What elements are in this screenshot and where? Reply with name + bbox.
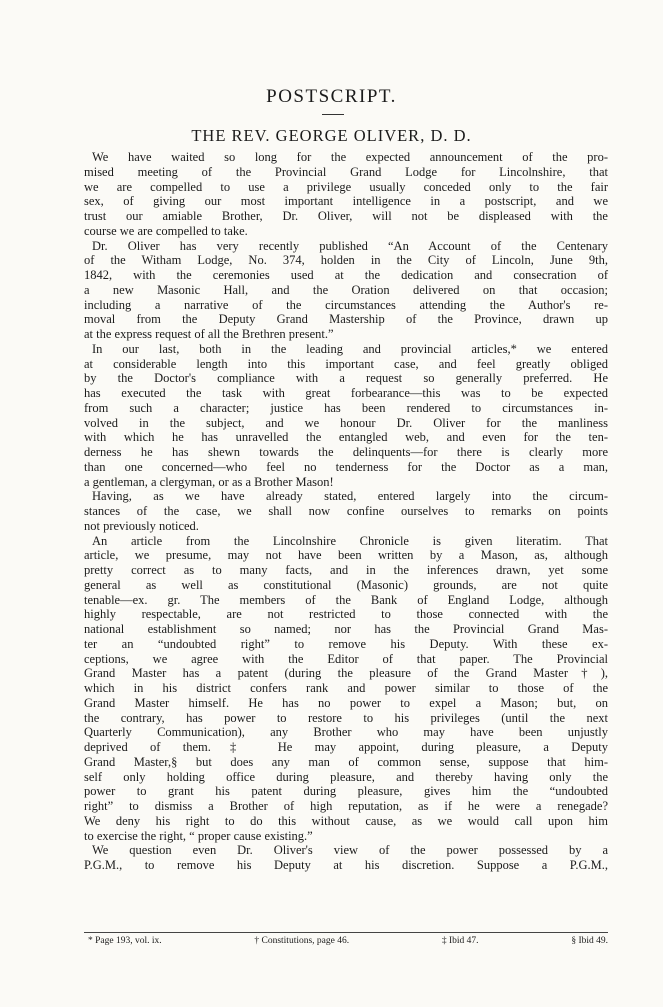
text-line: course we are compelled to take. [84, 223, 248, 238]
footnotes [88, 936, 608, 946]
text-line: of the Witham Lodge, No. 374, holden in the City of Lincoln, June 9th, [84, 253, 608, 268]
footnote: ‡ Ibid 47. [441, 936, 479, 946]
footnote: * Page 193, vol. ix. [88, 936, 162, 946]
heading-divider [322, 114, 344, 115]
text-line: Grand Master himself. He has no power to expel a Mason; but, on [84, 695, 608, 710]
footnote: § Ibid 49. [571, 936, 608, 946]
text-line: We have waited so long for the expected announcement of the pro- [92, 150, 608, 164]
text-line: volved in the subject, and we honour Dr. Oliver for the manliness [84, 415, 608, 430]
text-line: P.G.M., to remove his Deputy at his discretion. Suppose a P.G.M., [84, 858, 608, 872]
text-line: Dr. Oliver has very recently published “An Account of the Centenary [92, 238, 608, 253]
text-line: We question even Dr. Oliver's view of the power possessed by a [92, 843, 608, 858]
text-line: pretty correct as to many facts, and in the inferences drawn, yet some [84, 563, 608, 577]
text-line: trust our amiable Brother, Dr. Oliver, will not be displeased with the [84, 209, 608, 223]
text-line: power to grant his patent during pleasure, gives him the “undoubted [84, 784, 608, 799]
text-line: self only holding office during pleasure, and thereby having only the [84, 769, 608, 784]
text-line: a gentleman, a clergyman, or as a Brother Mason! [84, 474, 334, 489]
text-line: stances of the case, we shall now confine ourselves to remarks on points [84, 504, 608, 518]
text-line: which in his district confers rank and power similar to those of the [84, 681, 608, 695]
footnote: † Constitutions, page 46. [254, 936, 350, 946]
text-line: not previously noticed. [84, 518, 199, 533]
text-line: 1842, with the ceremonies used at the dedication and consecration of [84, 268, 608, 282]
text-line: article, we presume, may not have been written by a Mason, as, although [84, 548, 608, 563]
text-line: Quarterly Communication), any Brother who may have been unjustly [84, 725, 608, 740]
text-line: Grand Master,§ but does any man of common sense, suppose that him- [84, 754, 608, 769]
text-line: tenable—ex. gr. The members of the Bank of England Lodge, although [84, 592, 608, 607]
text-line: including a narrative of the circumstances attending the Author's re- [84, 297, 608, 312]
text-line: We deny his right to do this without cause, as we would call upon him [84, 813, 608, 828]
footnote-divider [84, 932, 608, 933]
text-line: moval from the Deputy Grand Mastership of the Province, drawn up [84, 312, 608, 327]
text-line: by the Doctor's compliance with a request so generally preferred. He [84, 371, 608, 386]
article-body [84, 150, 608, 873]
text-line: to exercise the right, “ proper cause existing.” [84, 828, 313, 843]
text-line: In our last, both in the leading and provincial articles,* we entered [92, 341, 608, 356]
text-line: at considerable length into this important case, and feel greatly obliged [84, 356, 608, 371]
page-heading: POSTSCRIPT. [266, 86, 397, 107]
text-line: national establishment so named; nor has the Provincial Grand Mas- [84, 622, 608, 636]
text-line: a new Masonic Hall, and the Oration delivered on that occasion; [84, 282, 608, 297]
text-line: Having, as we have already stated, entered largely into the circum- [92, 489, 608, 504]
text-line: deprived of them.‡ He may appoint, during pleasure, a Deputy [84, 740, 608, 754]
text-line: general as well as constitutional (Masonic) grounds, are not quite [84, 577, 608, 592]
text-line: An article from the Lincolnshire Chronicle is given literatim. That [92, 533, 608, 548]
text-line: the contrary, has power to restore to his privileges (until the next [84, 710, 608, 725]
text-line: derness he has shewn towards the delinquents—for there is clearly more [84, 445, 608, 459]
text-line: ceptions, we agree with the Editor of that paper. The Provincial [84, 651, 608, 666]
text-line: has executed the task with great forbearance—this was to be expected [84, 386, 608, 400]
text-line: ter an “undoubted right” to remove his Deputy. With these ex- [84, 636, 608, 651]
text-line: sex, of giving our most important intelligence in a postscript, and we [84, 194, 608, 209]
text-line: at the express request of all the Brethren present.” [84, 327, 334, 341]
text-line: from such a character; justice has been rendered to circumstances in- [84, 400, 608, 415]
text-line: than one concerned—who feel no tenderness for the Doctor as a man, [84, 459, 608, 474]
text-line: mised meeting of the Provincial Grand Lodge for Lincolnshire, that [84, 164, 608, 179]
text-line: highly respectable, are not restricted to those connected with the [84, 607, 608, 622]
text-line: right” to dismiss a Brother of high reputation, as if he were a renegade? [84, 799, 608, 813]
text-line: Grand Master has a patent (during the pleasure of the Grand Master†), [84, 666, 608, 681]
text-line: with which he has unravelled the entangled web, and even for the ten- [84, 430, 608, 445]
article-title: THE REV. GEORGE OLIVER, D. D. [191, 126, 472, 145]
text-line: we are compelled to use a privilege usually conceded only to the fair [84, 179, 608, 194]
